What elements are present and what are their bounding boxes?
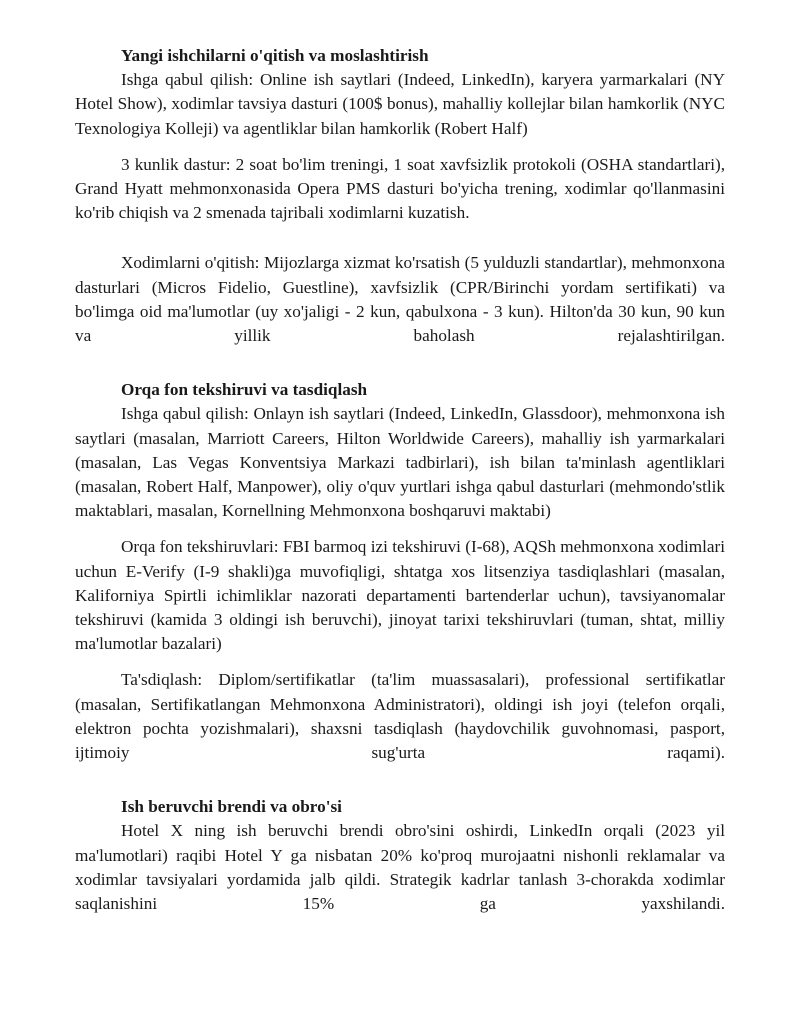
- section-background-check: [75, 378, 725, 765]
- paragraph: Orqa fon tekshiruvlari: FBI barmoq izi tekshiruvi (I-68), AQSh mehmonxona xodimlari uchun E-Verify (I-9 shakli)ga muvofiqligi, shtatga xos litsenziya tasdiqlashlari (masalan, Kaliforniya Spirtli ichimliklar nazorati departamenti bartenderlar uchun), tavsiyanomalar tekshiruvi (kamida 3 oldingi ish beruvchi), jinoyat tarixi tekshiruvlari (tuman, shtat, milliy ma'lumotlar bazalari): [75, 537, 725, 654]
- document-page: [75, 44, 725, 916]
- section-heading: Yangi ishchilarni o'qitish va moslashtirish: [121, 46, 429, 65]
- section-heading: Ish beruvchi brendi va obro'si: [121, 797, 342, 817]
- paragraph: 3 kunlik dastur: 2 soat bo'lim treningi, 1 soat xavfsizlik protokoli (OSHA standartlari), Grand Hyatt mehmonxonasida Opera PMS dasturi bo'yicha trening, xodimlar qo'llanmasini ko'rib chiqish va 2 smenada tajribali xodimlarni kuzatish.: [75, 154, 725, 223]
- paragraph: Ishga qabul qilish: Online ish saytlari (Indeed, LinkedIn), karyera yarmarkalari (NY Hotel Show), xodimlar tavsiya dasturi (100$ bonus), mahalliy kollejlar bilan hamkorlik (NYC Texnologiya Kolleji) va agentliklar bilan hamkorlik (Robert Half): [75, 70, 725, 138]
- paragraph: Ishga qabul qilish: Onlayn ish saytlari (Indeed, LinkedIn, Glassdoor), mehmonxona ish saytlari (masalan, Marriott Careers, Hilton Worldwide Careers), mahalliy ish yarmarkalari (masalan, Las Vegas Konventsiya Markazi tadbirlari), ish bilan ta'minlash agentliklari (masalan, Robert Half, Manpower), oliy o'quv yurtlari ishga qabul dasturlari (mehmondo'stlik maktablari, masalan, Kornellning Mehmonxona boshqaruvi maktabi): [75, 404, 725, 521]
- paragraph: Xodimlarni o'qitish: Mijozlarga xizmat ko'rsatish (5 yulduzli standartlar), mehmonxona dasturlari (Micros Fidelio, Guestline), xavfsizlik (CPR/Birinchi yordam sertifikati) va bo'limga oid ma'lumotlar (uy xo'jaligi - 2 kun, qabulxona - 3 kun). Hilton'da 30 kun, 90 kun va yillik baholash rejalashtirilgan.: [75, 253, 725, 346]
- section-heading: Orqa fon tekshiruvi va tasdiqlash: [121, 380, 368, 400]
- section-employer-brand: [75, 795, 725, 916]
- section-onboarding: [75, 44, 725, 348]
- paragraph: Hotel X ning ish beruvchi brendi obro'sini oshirdi, LinkedIn orqali (2023 yil ma'lumotlari) raqibi Hotel Y ga nisbatan 20% ko'proq murojaatni nishonli reklamalar va xodimlar tavsiyalari yordamida jalb qildi. Strategik kadrlar tanlash 3-chorakda xodimlar saqlanishini 15% ga yaxshilandi.: [75, 821, 725, 914]
- paragraph: Ta'sdiqlash: Diplom/sertifikatlar (ta'lim muassasalari), professional sertifikatlar (masalan, Sertifikatlangan Mehmonxona Administratori), oldingi ish joyi (telefon orqali, elektron pochta yozishmalari), shaxsni tasdiqlash (haydovchilik guvohnomasi, pasport, ijtimoiy sug'urta raqami).: [75, 670, 725, 763]
